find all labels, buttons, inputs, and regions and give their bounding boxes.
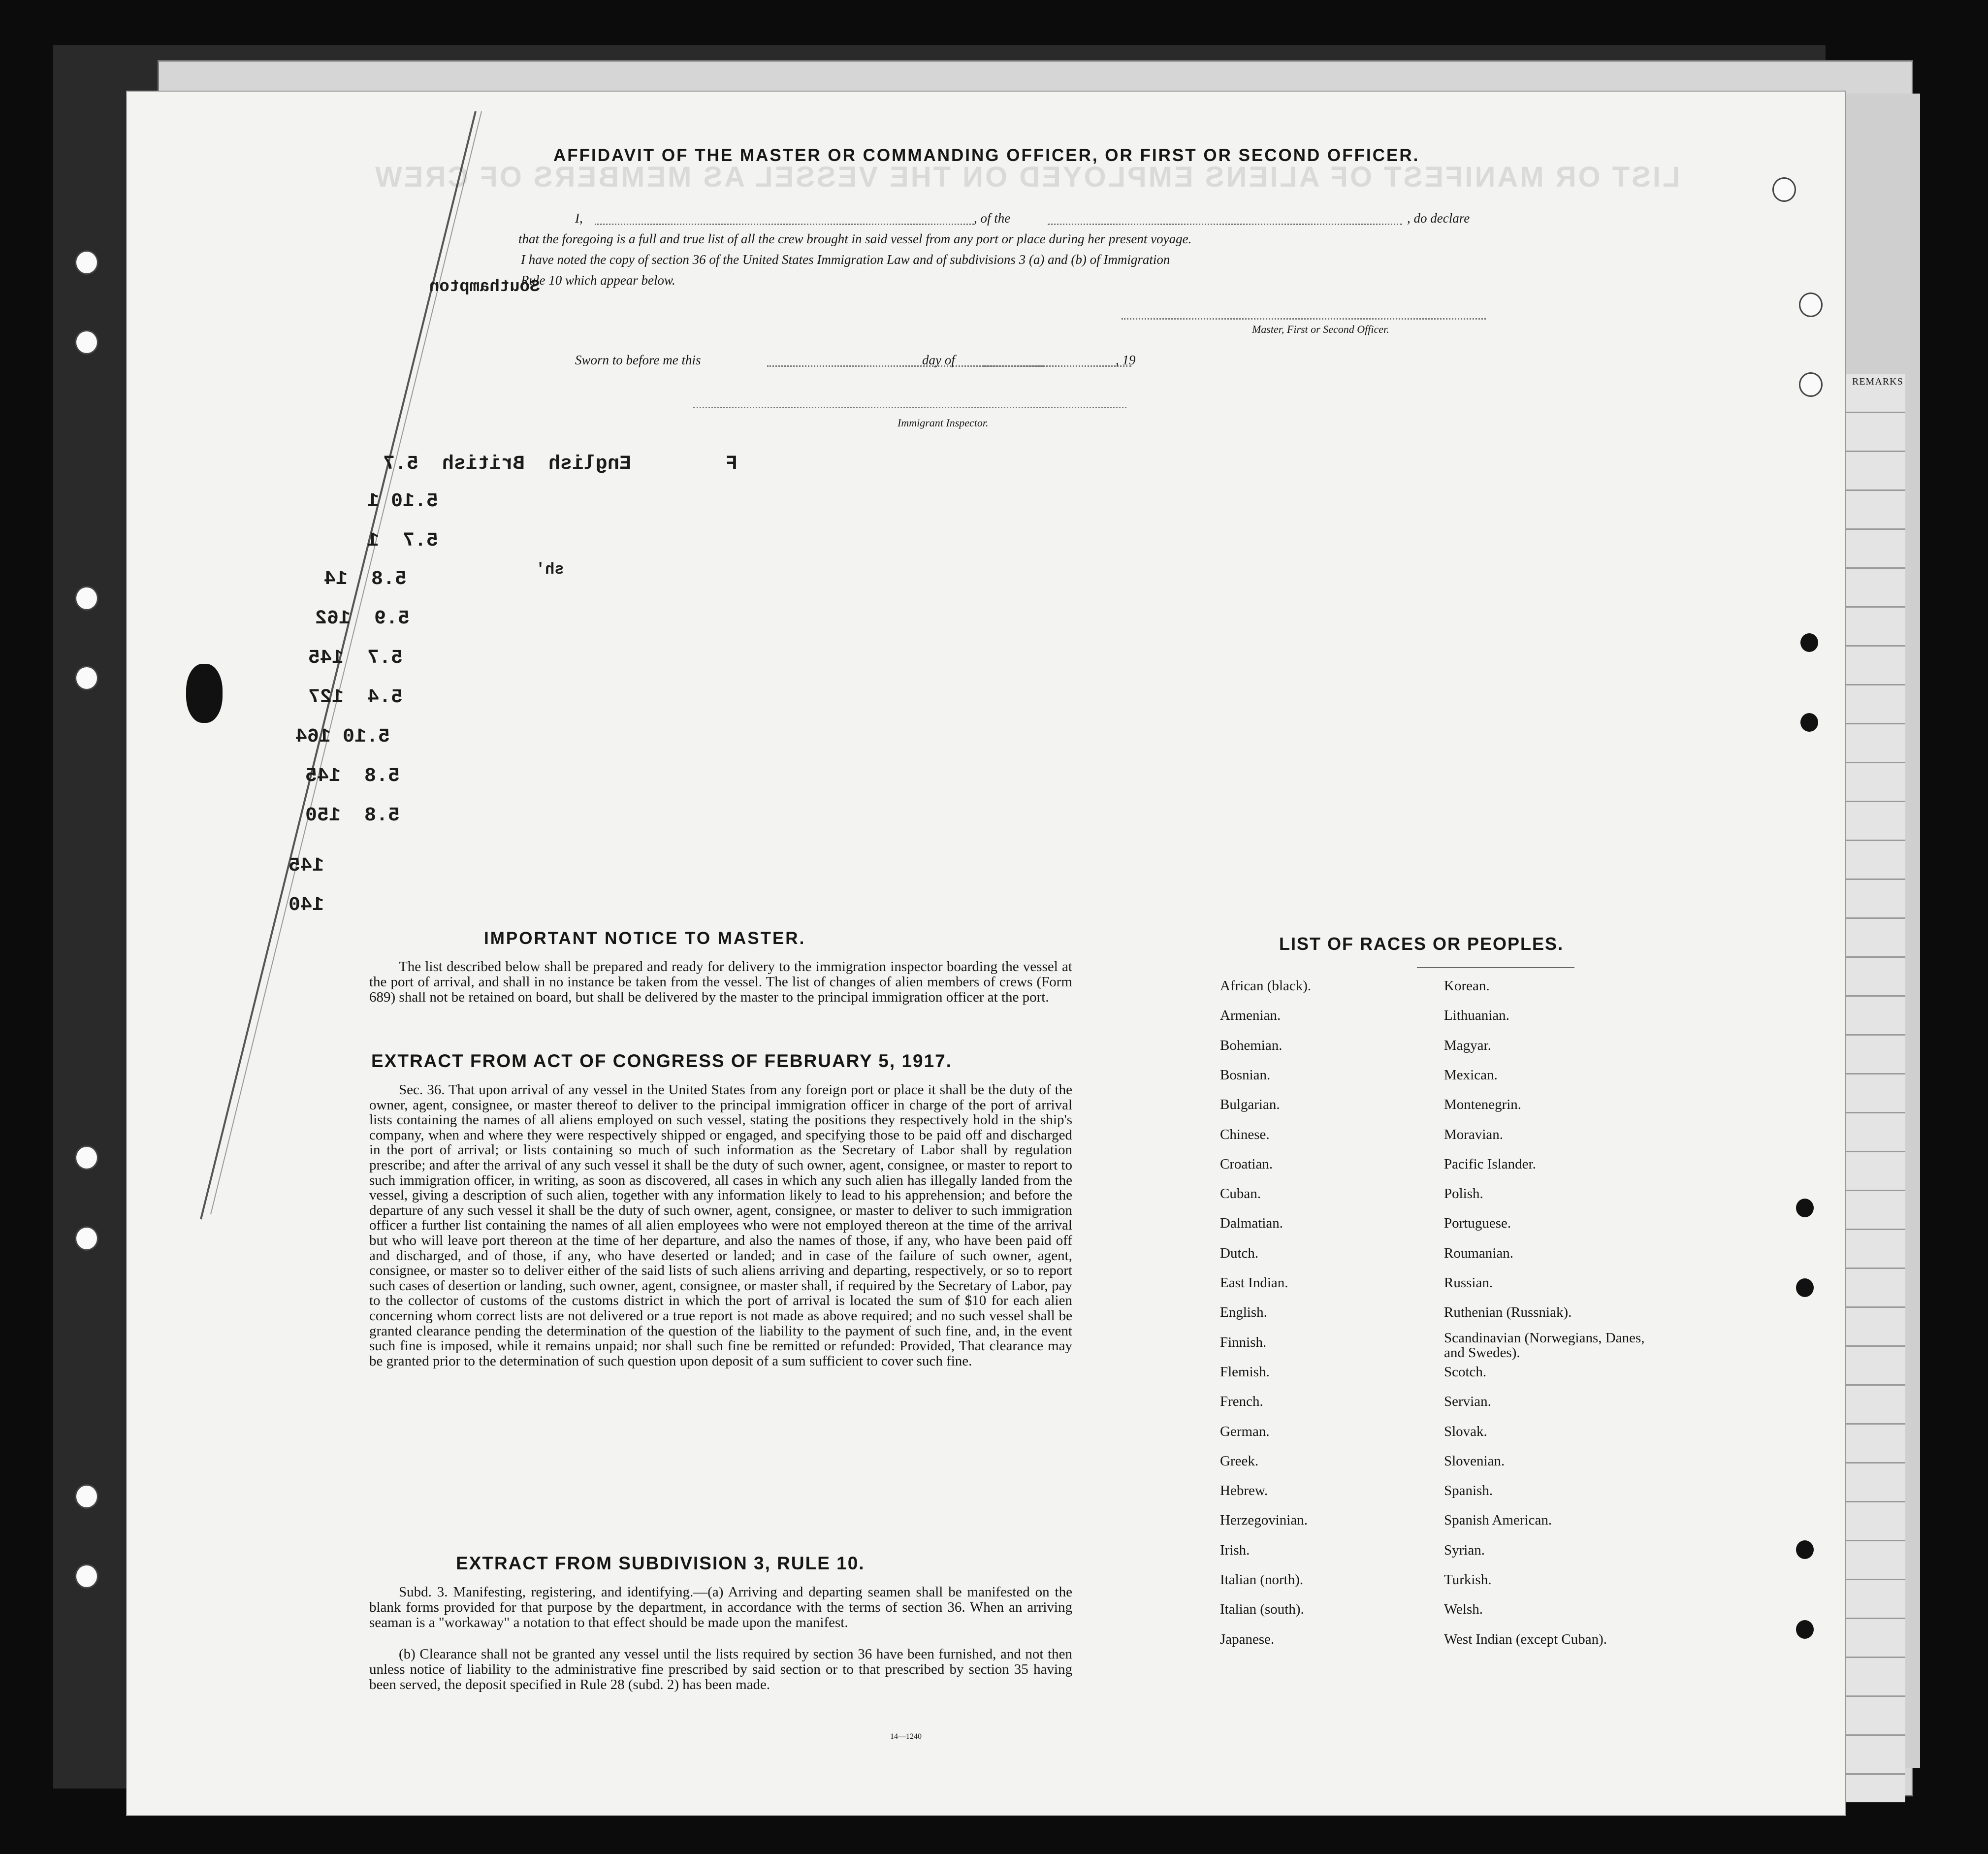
punch-hole — [75, 1484, 98, 1509]
sworn-text: Sworn to before me this — [575, 353, 701, 367]
race-item: Dutch. — [1220, 1245, 1259, 1261]
punch-hole — [75, 250, 98, 275]
race-item: Polish. — [1444, 1186, 1483, 1202]
inspector-label: Immigrant Inspector. — [898, 417, 989, 429]
vessel-blank-line — [1048, 224, 1402, 225]
punch-hole — [75, 586, 98, 611]
extract-rule-body-b: (b) Clearance shall not be granted any vessel until the lists required by section 36 have been furnished, and not then unless notice of liability to the administrative fine prescribed by said section or to that prescribed by section 35 having been served, the deposit specified in Rule 28 (subd. 2) has been made. — [369, 1646, 1072, 1692]
ink-blot — [186, 664, 223, 723]
race-item: Korean. — [1444, 978, 1490, 994]
affidavit-line-4: Rule 10 which appear below. — [521, 273, 675, 288]
remarks-label: REMARKS — [1852, 376, 1903, 387]
race-item: Bohemian. — [1220, 1037, 1283, 1053]
race-item: French. — [1220, 1394, 1263, 1410]
affidavit-i: I, — [575, 211, 583, 226]
affidavit-title: AFFIDAVIT OF THE MASTER OR COMMANDING OFFICER, OR FIRST OR SECOND OFFICER. — [553, 146, 1420, 165]
extract-act-body: Sec. 36. That upon arrival of any vessel in the United States from any foreign port or place it shall be the duty of the owner, agent, consignee, or master thereof to deliver to the principal immigration officer in charge of the port of arrival lists containing the names of all aliens employed on such vessel, stating the positions they respectively hold in the ship's company, when and where they were respectively shipped or engaged, and specifying those to be paid off and discharged in the port of arrival; or lists containing so much of such information as the Secretary of Labor shall by regulation prescribe; and after the arrival of any such vessel it shall be the duty of such owner, agent, consignee, or master to report to such immigration officer, in writing, as soon as discovered, all cases in which any such alien has illegally landed from the vessel, giving a description of such alien, together with any information likely to lead to his apprehension; and before the departure of any such vessel it shall be the duty of such owner, agent, consignee, or master to deliver to such immigration officer a further list containing the names of all alien employees who were not employed thereon at the time of the arrival but who will leave port thereon at the time of her departure, and also the names of those, if any, who have been paid off and discharged, and of those, if any, who have deserted or landed; and in case of the failure of such owner, agent, consignee, or master so to deliver either of the said lists of such aliens arriving and departing, respectively, or so to report such cases of desertion or landing, such owner, agent, consignee, or master shall, if required by the Secretary of Labor, pay to the collector of customs of the customs district in which the port of arrival is located the sum of $10 for each alien concerning whom correct lists are not delivered or a true report is not made as above required; and no such vessel shall be granted clearance pending the determination of the question of the liability to the payment of such fine, and, in the event such fine is imposed, while it remains unpaid; nor shall such fine be remitted or refunded: Provided, That clearance may be granted prior to the determination of such question upon deposit of a sum sufficient to cover such fine. — [369, 1082, 1072, 1369]
bleedthrough-row: 5.8 150 — [305, 805, 400, 827]
punch-hole — [1772, 177, 1796, 202]
race-item: Spanish American. — [1444, 1512, 1552, 1529]
punch-hole — [75, 1226, 98, 1251]
bleedthrough-row: 5.8 145 — [305, 765, 400, 787]
race-item: Russian. — [1444, 1275, 1493, 1291]
race-item: Turkish. — [1444, 1572, 1492, 1588]
month-blank — [984, 365, 1131, 367]
affidavit-do-declare: , do declare — [1407, 211, 1470, 226]
extract-rule-title: EXTRACT FROM SUBDIVISION 3, RULE 10. — [456, 1553, 865, 1573]
race-item: Scotch. — [1444, 1364, 1487, 1380]
race-item: English. — [1220, 1304, 1267, 1321]
race-item: Magyar. — [1444, 1037, 1491, 1053]
race-item: Armenian. — [1220, 1008, 1281, 1024]
race-item: Montenegrin. — [1444, 1097, 1522, 1113]
bleedthrough-port: Southampton — [429, 278, 540, 296]
bleedthrough-header: LIST OR MANIFEST OF ALIENS EMPLOYED ON THE VESSEL AS MEMBERS OF CREW — [373, 161, 1680, 193]
document-page — [127, 92, 1845, 1815]
bleedthrough-row: 5.7 145 — [308, 647, 403, 669]
race-item: Slovak. — [1444, 1423, 1487, 1439]
bleedthrough-row: 5.7 1 — [367, 530, 439, 552]
races-title: LIST OF RACES OR PEOPLES. — [1279, 934, 1564, 954]
day-of-text: day of — [922, 353, 955, 367]
bleedthrough-row-1: F English British 5.7 — [383, 453, 738, 475]
race-item: East Indian. — [1220, 1275, 1288, 1291]
master-signature-label: Master, First or Second Officer. — [1252, 323, 1389, 335]
race-item: West Indian (except Cuban). — [1444, 1631, 1607, 1647]
race-item: Herzegovinian. — [1220, 1512, 1308, 1529]
punch-hole — [1799, 372, 1823, 397]
race-item: Roumanian. — [1444, 1245, 1513, 1261]
race-item: Slovenian. — [1444, 1453, 1505, 1469]
bleedthrough-row: 140 — [289, 894, 324, 916]
master-signature-line — [1122, 318, 1486, 320]
extract-rule-body-a: Subd. 3. Manifesting, registering, and identifying.—(a) Arriving and departing seamen shall be manifested on the blank forms provided for that purpose by the department, in accordance with the terms of section 36. When an arriving seaman is a "workaway" a notation to that effect should be made upon the manifest. — [369, 1584, 1072, 1630]
punch-hole — [75, 1564, 98, 1589]
race-item: Welsh. — [1444, 1601, 1483, 1618]
race-item: Flemish. — [1220, 1364, 1270, 1380]
name-blank-line — [595, 224, 974, 225]
bleedthrough-row: 145 — [289, 855, 324, 877]
punch-hole — [1796, 1199, 1814, 1217]
race-item: Moravian. — [1444, 1126, 1503, 1142]
punch-hole — [1796, 1620, 1814, 1639]
bleedthrough-row: 5.8 14 — [324, 568, 407, 590]
bleedthrough-fragment: sh' — [536, 560, 564, 579]
inspector-signature-line — [693, 407, 1126, 408]
race-item: Bulgarian. — [1220, 1097, 1280, 1113]
races-divider — [1417, 967, 1574, 968]
notice-title: IMPORTANT NOTICE TO MASTER. — [484, 929, 806, 948]
affidavit-line-2: that the foregoing is a full and true list of all the crew brought in said vessel from any port or place during her present voyage. — [518, 231, 1192, 246]
race-item: Pacific Islander. — [1444, 1156, 1536, 1172]
race-item: Mexican. — [1444, 1067, 1498, 1083]
punch-hole — [1796, 1278, 1814, 1297]
race-item: Irish. — [1220, 1542, 1250, 1558]
race-item: Italian (south). — [1220, 1601, 1304, 1618]
bleedthrough-row: 5.10 1 — [367, 490, 439, 513]
notice-body: The list described below shall be prepared and ready for delivery to the immigration inspector boarding the vessel at the port of arrival, and shall in no instance be taken from the vessel. The list of changes of alien members of crews (Form 689) shall not be retained on board, but shall be delivered by the master to the principal immigration officer at the port. — [369, 959, 1072, 1005]
race-item: Portuguese. — [1444, 1215, 1511, 1232]
race-item: Greek. — [1220, 1453, 1259, 1469]
race-item: African (black). — [1220, 978, 1312, 994]
race-item: Scandinavian (Norwegians, Danes, and Swedes). — [1444, 1330, 1645, 1361]
form-number: 14—1240 — [890, 1732, 922, 1741]
race-item: Finnish. — [1220, 1334, 1267, 1350]
race-item: Japanese. — [1220, 1631, 1275, 1647]
punch-hole — [75, 330, 98, 355]
race-item: Dalmatian. — [1220, 1215, 1283, 1232]
race-item: Ruthenian (Russniak). — [1444, 1304, 1572, 1321]
punch-hole — [75, 1145, 98, 1170]
race-item: Italian (north). — [1220, 1572, 1304, 1588]
punch-hole — [1799, 293, 1823, 317]
bleedthrough-row: 5.4 127 — [308, 686, 403, 709]
race-item: German. — [1220, 1423, 1270, 1439]
race-item: Hebrew. — [1220, 1483, 1268, 1499]
race-item: Chinese. — [1220, 1126, 1270, 1142]
punch-hole — [1796, 1540, 1814, 1559]
bleedthrough-row: 5.9 162 — [315, 608, 410, 630]
affidavit-of-the: , of the — [974, 211, 1011, 226]
race-item: Syrian. — [1444, 1542, 1485, 1558]
race-item: Croatian. — [1220, 1156, 1273, 1172]
extract-act-title: EXTRACT FROM ACT OF CONGRESS OF FEBRUARY 5, 1917. — [371, 1051, 953, 1071]
affidavit-line-3: I have noted the copy of section 36 of the United States Immigration Law and of subdivisions 3 (a) and (b) of Immigration — [521, 252, 1170, 267]
year-text: , 19 — [1116, 353, 1136, 367]
punch-hole — [1800, 633, 1818, 652]
race-item: Servian. — [1444, 1394, 1491, 1410]
race-item: Cuban. — [1220, 1186, 1261, 1202]
race-item: Spanish. — [1444, 1483, 1493, 1499]
race-item: Bosnian. — [1220, 1067, 1271, 1083]
bleedthrough-row: 5.10 164 — [295, 726, 390, 748]
remarks-ruled-column — [1836, 374, 1905, 1802]
punch-hole — [1800, 713, 1818, 732]
punch-hole — [75, 666, 98, 690]
race-item: Lithuanian. — [1444, 1008, 1509, 1024]
